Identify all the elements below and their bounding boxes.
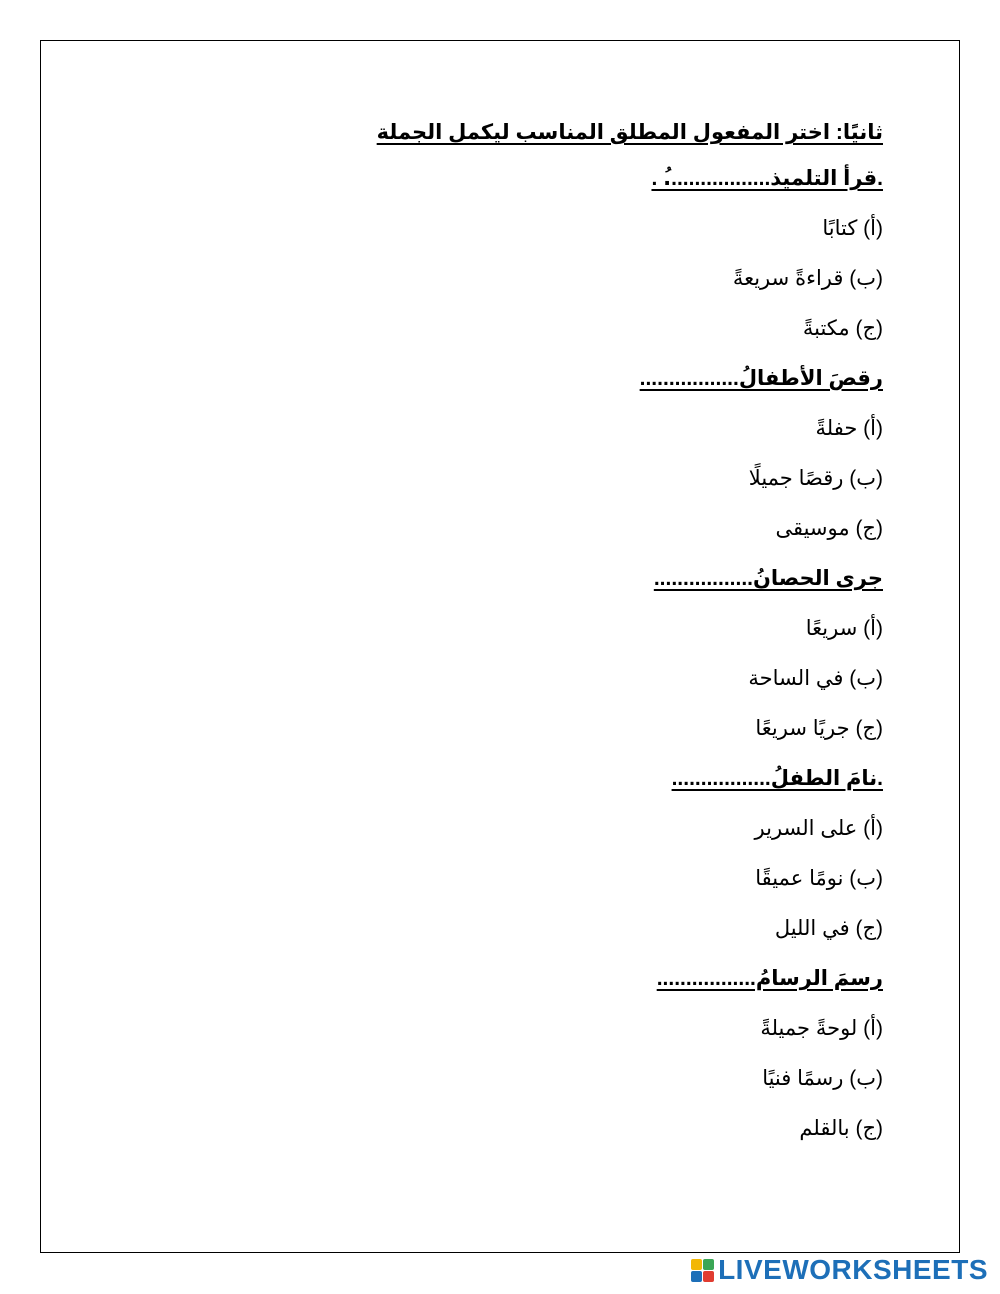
- option-b[interactable]: (ب) قراءةً سريعةً: [732, 267, 883, 290]
- option-c[interactable]: (ج) موسيقى: [775, 517, 883, 540]
- liveworksheets-logo: [691, 1254, 988, 1286]
- option-a[interactable]: (أ) لوحةً جميلةً: [760, 1017, 883, 1040]
- option-c[interactable]: (ج) مكتبةً: [802, 317, 883, 340]
- option-c[interactable]: (ج) جريًا سريعًا: [755, 717, 883, 740]
- logo-text: LIVEWORKSHEETS: [718, 1254, 988, 1285]
- option-b[interactable]: (ب) رسمًا فنيًا: [762, 1067, 883, 1090]
- logo-square-yellow: [691, 1259, 702, 1270]
- worksheet-content: [283, 112, 883, 1154]
- worksheet-heading: ثانيًا: اختر المفعول المطلق المناسب ليكمل الجملة: [376, 121, 883, 144]
- option-c[interactable]: (ج) بالقلم: [799, 1117, 883, 1140]
- option-b[interactable]: (ب) نومًا عميقًا: [755, 867, 883, 890]
- question-prompt: .قرأ التلميذ..................ُ .: [651, 167, 883, 190]
- option-a[interactable]: (أ) كتابًا: [822, 217, 883, 240]
- liveworksheets-logo-icon: [691, 1259, 714, 1282]
- option-a[interactable]: (أ) سريعًا: [805, 617, 883, 640]
- question-4: [283, 754, 883, 954]
- logo-square-red: [703, 1271, 714, 1282]
- option-a[interactable]: (أ) على السرير: [754, 817, 883, 840]
- question-1: [283, 154, 883, 354]
- logo-square-green: [703, 1259, 714, 1270]
- question-prompt: رسمَ الرسامُ.................: [656, 967, 883, 990]
- option-c[interactable]: (ج) في الليل: [774, 917, 883, 940]
- logo-square-blue: [691, 1271, 702, 1282]
- question-prompt: .نامَ الطفلُ.................: [671, 767, 883, 790]
- question-prompt: رقصَ الأطفالُ.................: [639, 367, 883, 390]
- option-b[interactable]: (ب) رقصًا جميلًا: [748, 467, 883, 490]
- question-3: [283, 554, 883, 754]
- option-a[interactable]: (أ) حفلةً: [815, 417, 883, 440]
- option-b[interactable]: (ب) في الساحة: [748, 667, 883, 690]
- question-prompt: جرى الحصانُ.................: [653, 567, 883, 590]
- question-5: [283, 954, 883, 1154]
- question-2: [283, 354, 883, 554]
